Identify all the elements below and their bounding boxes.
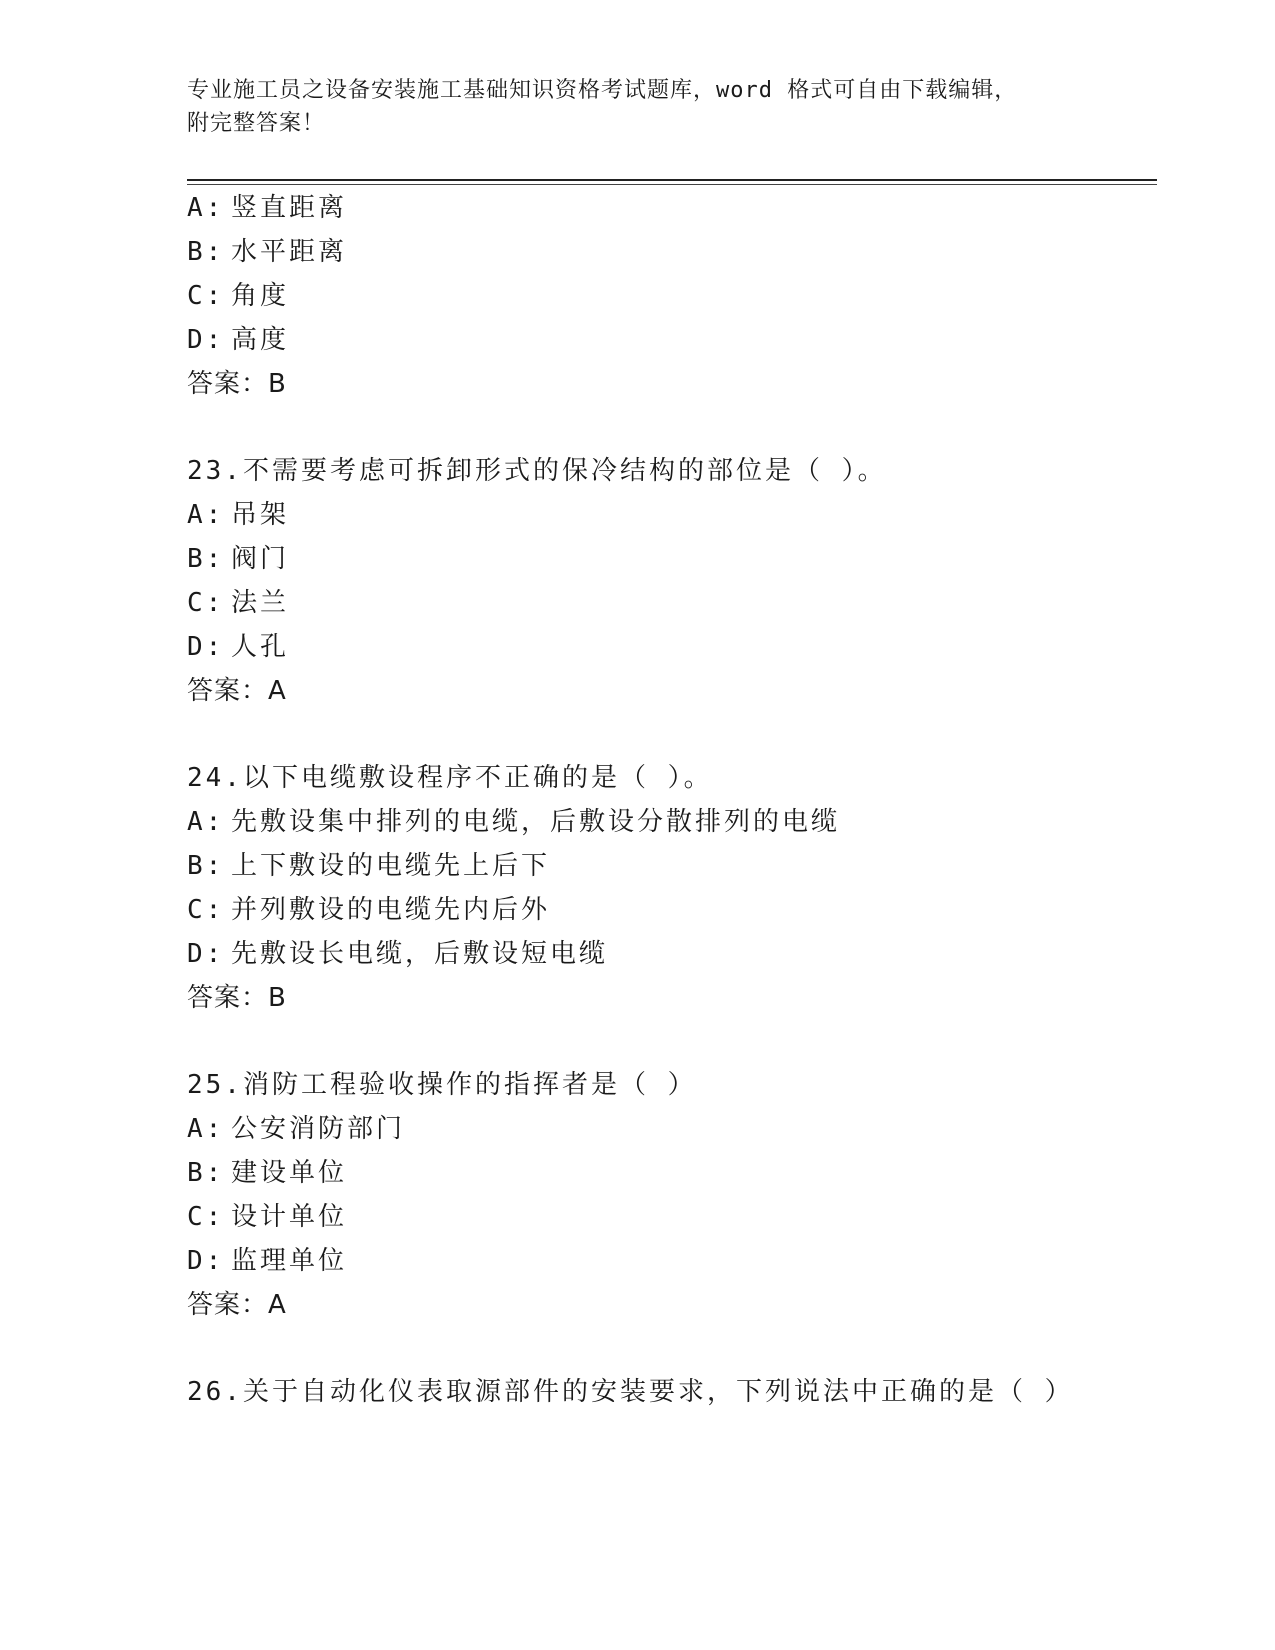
option-text: 上下敷设的电缆先上后下: [231, 851, 551, 881]
option-text: 法兰: [231, 588, 290, 618]
option-a: [187, 492, 289, 538]
option-text: 角度: [231, 281, 290, 311]
option-letter: C:: [187, 588, 225, 618]
option-d: [187, 931, 608, 977]
option-letter: A:: [187, 807, 225, 837]
option-letter: B:: [187, 851, 225, 881]
question-stem-25: 25.消防工程验收操作的指挥者是（ ）: [187, 1070, 697, 1100]
option-letter: A:: [187, 1114, 225, 1144]
option-text: 阀门: [231, 544, 290, 574]
option-letter: B:: [187, 237, 225, 267]
option-c: [187, 1194, 347, 1240]
option-c: [187, 273, 289, 319]
option-a: [187, 185, 347, 231]
option-text: 吊架: [231, 500, 290, 530]
header-divider-thick: [187, 179, 1157, 181]
option-letter: C:: [187, 895, 225, 925]
option-c: [187, 580, 289, 626]
header-line-1: 专业施工员之设备安装施工基础知识资格考试题库，word 格式可自由下载编辑，: [187, 78, 1018, 103]
option-b: [187, 843, 550, 889]
option-d: [187, 317, 289, 363]
option-text: 高度: [231, 325, 290, 355]
answer-line: 答案：A: [187, 676, 287, 706]
question-stem-23: 23.不需要考虑可拆卸形式的保冷结构的部位是（ ）。: [187, 456, 887, 486]
header-line-2: 附完整答案！: [187, 111, 326, 136]
option-text: 先敷设集中排列的电缆，后敷设分散排列的电缆: [231, 807, 841, 837]
option-letter: A:: [187, 500, 225, 530]
answer-line: 答案：A: [187, 1290, 287, 1320]
option-letter: C:: [187, 281, 225, 311]
option-text: 公安消防部门: [231, 1114, 406, 1144]
option-text: 竖直距离: [231, 193, 348, 223]
option-letter: D:: [187, 325, 225, 355]
option-a: [187, 1106, 405, 1152]
option-c: [187, 887, 550, 933]
option-text: 建设单位: [231, 1158, 348, 1188]
option-a: [187, 799, 840, 845]
option-letter: D:: [187, 939, 225, 969]
option-letter: B:: [187, 544, 225, 574]
option-letter: D:: [187, 1246, 225, 1276]
option-letter: B:: [187, 1158, 225, 1188]
option-text: 设计单位: [231, 1202, 348, 1232]
option-text: 并列敷设的电缆先内后外: [231, 895, 551, 925]
option-text: 人孔: [231, 632, 290, 662]
answer-line: 答案：B: [187, 369, 287, 399]
option-b: [187, 229, 347, 275]
question-stem-24: 24.以下电缆敷设程序不正确的是（ ）。: [187, 763, 713, 793]
option-b: [187, 1150, 347, 1196]
option-b: [187, 536, 289, 582]
question-stem-26: 26.关于自动化仪表取源部件的安装要求，下列说法中正确的是（ ）: [187, 1377, 1074, 1407]
option-letter: C:: [187, 1202, 225, 1232]
option-letter: D:: [187, 632, 225, 662]
option-d: [187, 1238, 347, 1284]
option-d: [187, 624, 289, 670]
document-header: [187, 74, 1087, 140]
option-text: 水平距离: [231, 237, 348, 267]
option-text: 先敷设长电缆，后敷设短电缆: [231, 939, 609, 969]
option-text: 监理单位: [231, 1246, 348, 1276]
answer-line: 答案：B: [187, 983, 287, 1013]
option-letter: A:: [187, 193, 225, 223]
